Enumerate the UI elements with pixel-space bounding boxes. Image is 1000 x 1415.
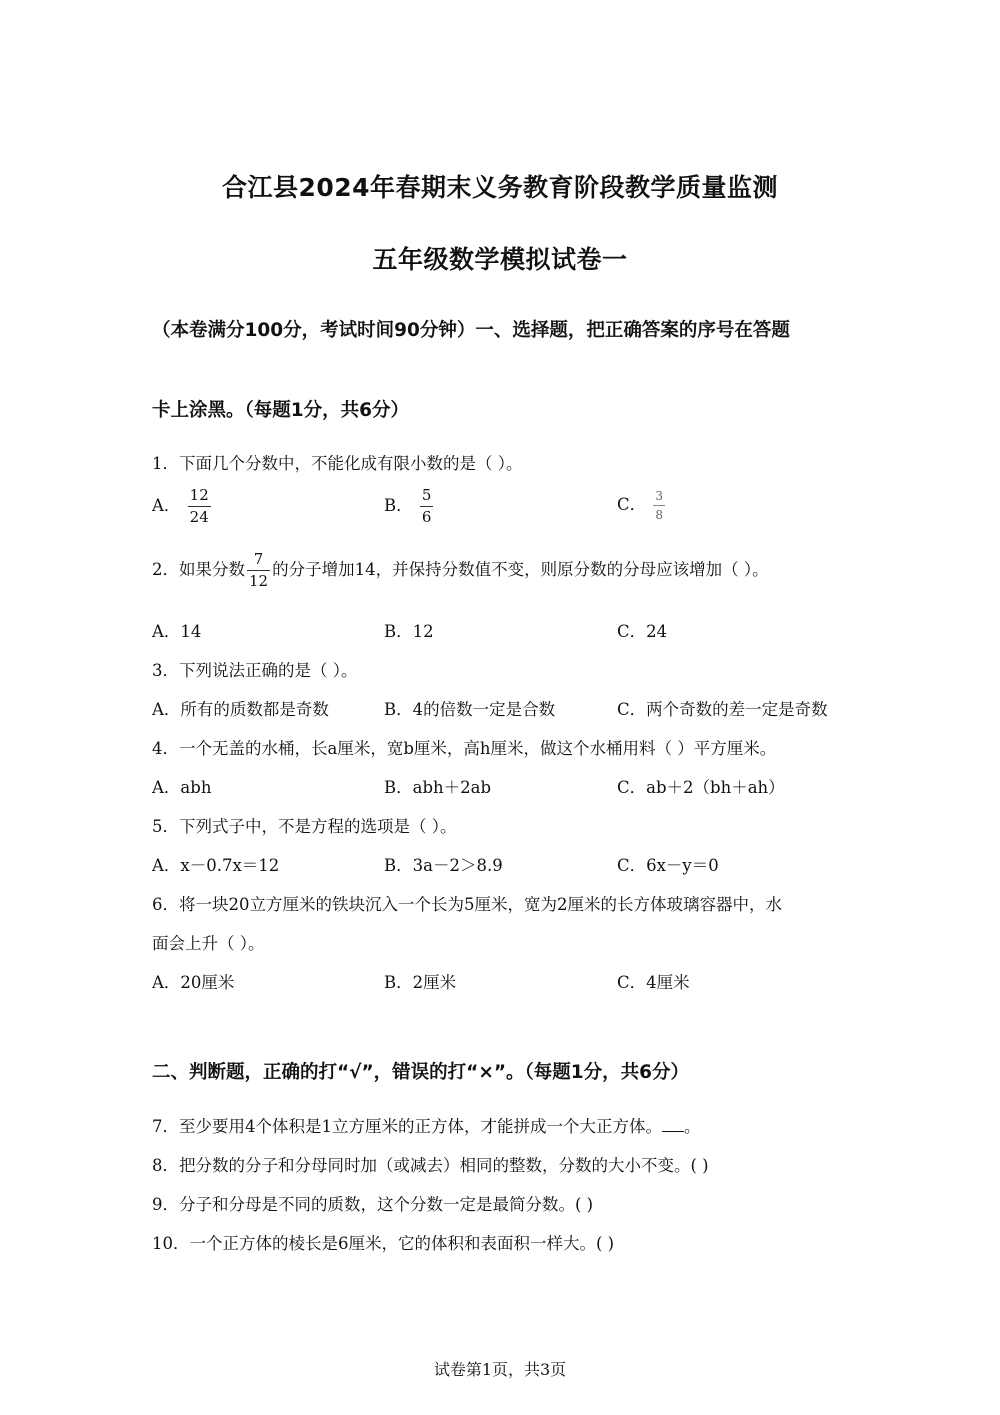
page-footer: 试卷第1页，共3页 bbox=[433, 1360, 567, 1379]
question-2-option-c: C．24 bbox=[617, 622, 668, 641]
question-5-option-b: B．3a－2＞8.9 bbox=[384, 856, 503, 875]
question-1-option-c bbox=[617, 490, 667, 521]
fraction-denominator: 24 bbox=[189, 508, 209, 526]
exam-subtitle: 五年级数学模拟试卷一 bbox=[372, 245, 628, 274]
question-4-option-c: C．ab＋2（bh＋ah） bbox=[617, 778, 785, 797]
option-label: A． bbox=[152, 496, 181, 515]
fraction-denominator: 12 bbox=[249, 572, 269, 590]
question-5-option-c: C．6x－y＝0 bbox=[617, 856, 719, 875]
question-4-stem: 4．一个无盖的水桶，长a厘米，宽b厘米，高h厘米，做这个水桶用料（ ）平方厘米。 bbox=[152, 739, 777, 758]
question-1-stem: 1．下面几个分数中，不能化成有限小数的是（ ）。 bbox=[152, 454, 523, 473]
question-6-option-b: B．2厘米 bbox=[384, 973, 457, 992]
question-9: 9．分子和分母是不同的质数，这个分数一定是最简分数。( ) bbox=[152, 1195, 594, 1214]
question-3-stem: 3．下列说法正确的是（ ）。 bbox=[152, 661, 358, 680]
question-7-end: 。 bbox=[684, 1117, 701, 1136]
question-7-text: 7．至少要用4个体积是1立方厘米的正方体，才能拼成一个大正方体。 bbox=[152, 1117, 662, 1136]
question-7 bbox=[152, 1113, 701, 1137]
fraction bbox=[247, 552, 270, 589]
question-5-stem: 5．下列式子中，不是方程的选项是（ ）。 bbox=[152, 817, 457, 836]
fraction bbox=[188, 488, 211, 525]
question-4-option-a: A．abh bbox=[152, 778, 212, 797]
question-5-option-a: A．x－0.7x＝12 bbox=[152, 856, 280, 875]
exam-note-line1: （本卷满分100分，考试时间90分钟）一、选择题，把正确答案的序号在答题 bbox=[152, 320, 790, 341]
section-2-heading: 二、判断题，正确的打“√”，错误的打“×”。（每题1分，共6分） bbox=[152, 1062, 689, 1083]
fraction-numerator: 7 bbox=[247, 552, 270, 571]
question-6-option-a: A．20厘米 bbox=[152, 973, 235, 992]
question-6-stem-line1: 6．将一块20立方厘米的铁块沉入一个长为5厘米，宽为2厘米的长方体玻璃容器中，水 bbox=[152, 895, 782, 914]
fraction-denominator: 6 bbox=[421, 508, 432, 526]
fraction bbox=[653, 490, 665, 521]
question-2-option-b: B．12 bbox=[384, 622, 434, 641]
fraction-denominator: 8 bbox=[655, 508, 664, 522]
fraction-numerator: 12 bbox=[188, 488, 211, 507]
fraction bbox=[420, 488, 434, 525]
question-8: 8．把分数的分子和分母同时加（或减去）相同的整数，分数的大小不变。( ) bbox=[152, 1156, 709, 1175]
exam-title: 合江县2024年春期末义务教育阶段教学质量监测 bbox=[221, 173, 779, 202]
question-10: 10．一个正方体的棱长是6厘米，它的体积和表面积一样大。( ) bbox=[152, 1234, 615, 1253]
option-label: C． bbox=[617, 495, 647, 514]
question-3-option-a: A．所有的质数都是奇数 bbox=[152, 700, 329, 719]
question-1-option-a bbox=[152, 488, 213, 525]
question-4-option-b: B．abh＋2ab bbox=[384, 778, 492, 797]
exam-note-line2: 卡上涂黑。（每题1分，共6分） bbox=[152, 400, 409, 421]
stem-prefix: 2．如果分数 bbox=[152, 560, 245, 579]
question-3-option-b: B．4的倍数一定是合数 bbox=[384, 700, 556, 719]
fraction-numerator: 3 bbox=[653, 490, 665, 506]
fraction-numerator: 5 bbox=[420, 488, 434, 507]
question-6-option-c: C．4厘米 bbox=[617, 973, 690, 992]
answer-blank bbox=[662, 1119, 684, 1132]
option-label: B． bbox=[384, 496, 413, 515]
question-2-stem bbox=[152, 552, 769, 589]
question-6-stem-line2: 面会上升（ ）。 bbox=[152, 934, 265, 953]
stem-suffix: 的分子增加14，并保持分数值不变，则原分数的分母应该增加（ ）。 bbox=[272, 560, 769, 579]
question-3-option-c: C．两个奇数的差一定是奇数 bbox=[617, 700, 828, 719]
question-1-option-b bbox=[384, 488, 435, 525]
question-2-option-a: A．14 bbox=[152, 622, 202, 641]
